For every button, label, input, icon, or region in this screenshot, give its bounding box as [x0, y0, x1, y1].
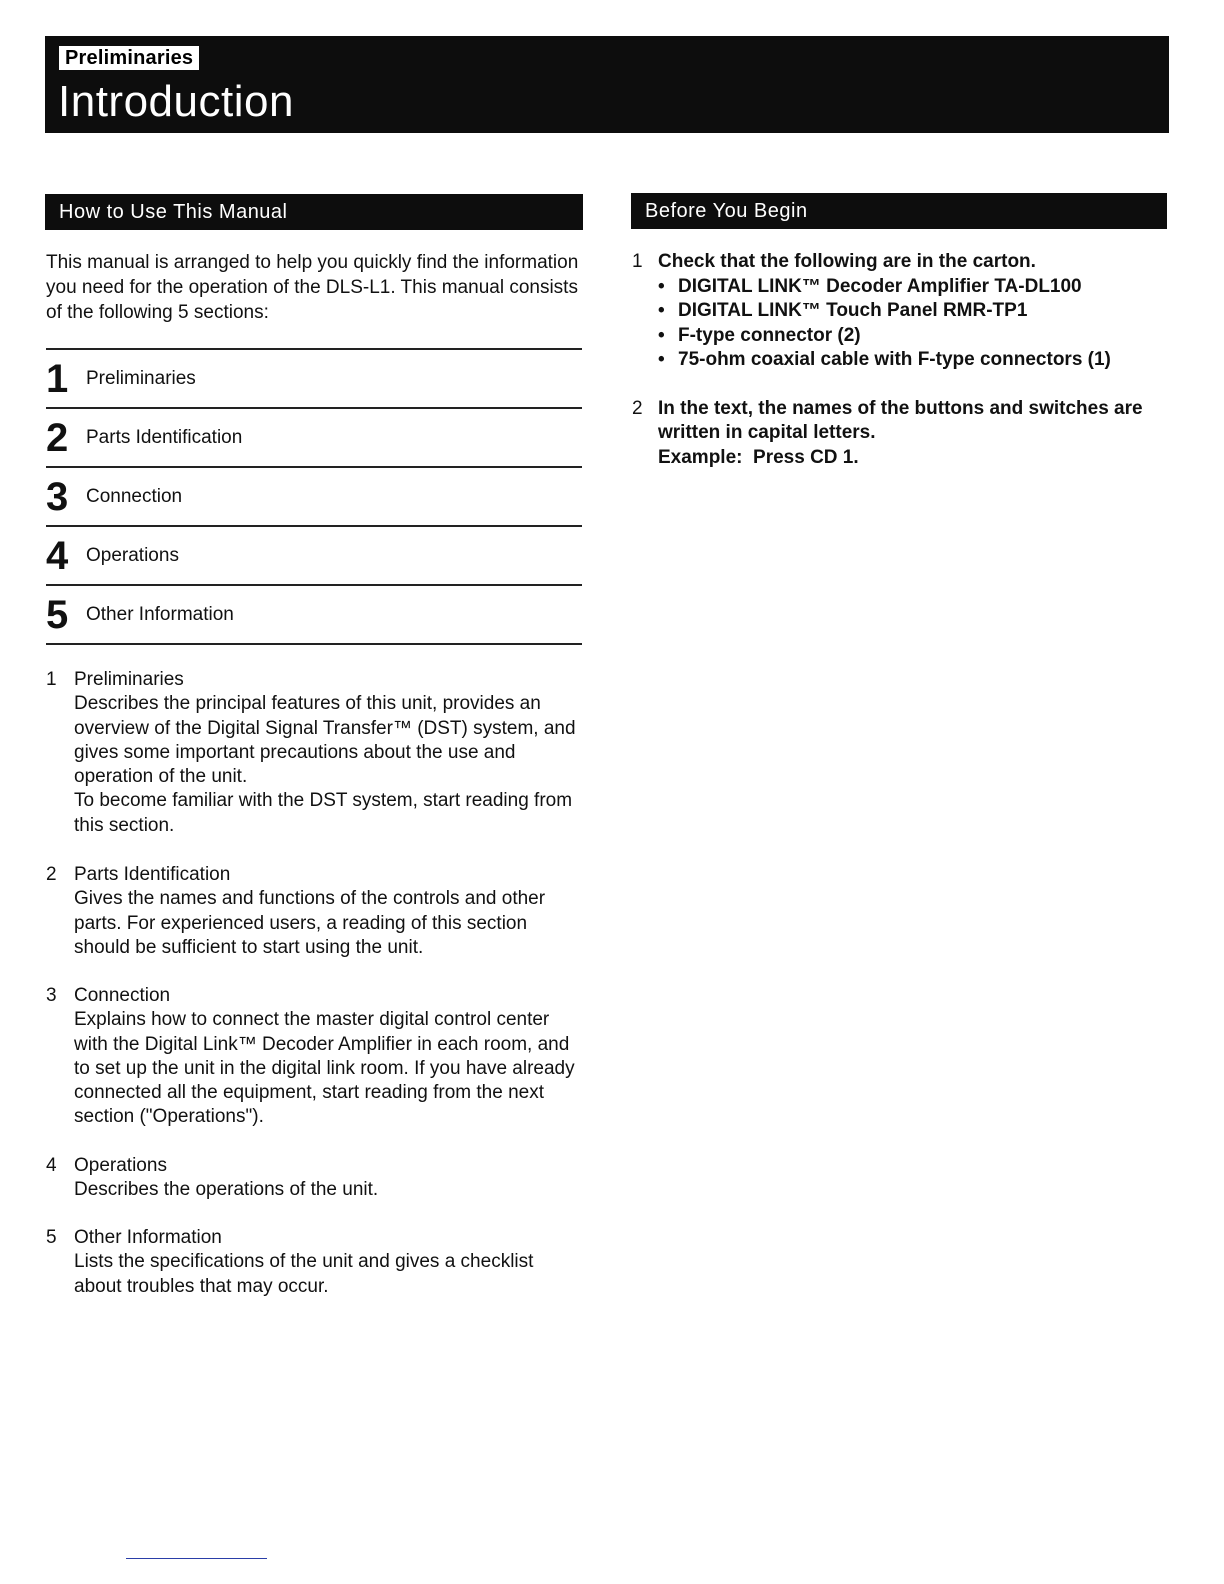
- bullet-icon: •: [658, 324, 665, 346]
- section-label: Operations: [86, 544, 179, 566]
- description-number: 4: [46, 1155, 57, 1176]
- section-label: Preliminaries: [86, 367, 196, 389]
- description-number: 3: [46, 985, 57, 1006]
- example-text: Example: Press CD 1.: [658, 446, 859, 468]
- description-number: 2: [46, 864, 57, 885]
- section-label: Connection: [86, 485, 183, 507]
- item-text: In the text, the names of the buttons and switches are written in capital letters.: [658, 397, 1143, 443]
- section-description: [46, 668, 586, 838]
- carton-item: [658, 275, 1172, 300]
- description-title: Parts Identification: [74, 864, 231, 885]
- carton-item-label: DIGITAL LINK™ Decoder Amplifier TA-DL100: [678, 275, 1082, 297]
- section-number: 5: [46, 592, 69, 637]
- before-you-begin-list: [632, 250, 1172, 470]
- description-text: Describes the operations of the unit.: [74, 1179, 379, 1201]
- section-description: [46, 863, 586, 960]
- bullet-icon: •: [658, 275, 665, 297]
- how-to-use-heading: How to Use This Manual: [45, 194, 583, 230]
- description-text: Describes the principal features of this unit, provides an overview of the Digital Signal Transfer™ (DST) system, and gives some important precautions about the use and operation of the unit.: [74, 693, 576, 788]
- description-title: Connection: [74, 985, 171, 1006]
- intro-paragraph: This manual is arranged to help you quickly find the information you need for the operation of the DLS-L1. This manual consists of the following 5 sections:: [46, 252, 579, 323]
- section-row: [46, 348, 582, 407]
- carton-item-label: DIGITAL LINK™ Touch Panel RMR-TP1: [678, 300, 1028, 321]
- list-item: [632, 397, 1172, 471]
- carton-item: [658, 348, 1172, 373]
- item-number: 1: [632, 251, 643, 272]
- section-number: 2: [46, 415, 69, 460]
- item-number: 2: [632, 397, 643, 419]
- description-title: Preliminaries: [74, 669, 184, 690]
- section-list: [46, 348, 582, 645]
- list-item: [632, 250, 1172, 373]
- section-row: [46, 584, 582, 645]
- item-text: Check that the following are in the carton.: [658, 251, 1036, 272]
- section-row: [46, 525, 582, 584]
- description-number: 1: [46, 669, 57, 690]
- carton-item: [658, 299, 1172, 324]
- section-number: 4: [46, 533, 69, 578]
- description-number: 5: [46, 1227, 57, 1248]
- section-label: Other Information: [86, 603, 234, 625]
- footer-rule: [126, 1558, 267, 1559]
- section-label: Parts Identification: [86, 426, 243, 448]
- carton-item: [658, 324, 1172, 349]
- page-banner: [45, 36, 1169, 133]
- description-text: Explains how to connect the master digital control center with the Digital Link™ Decoder Amplifier in each room, and to set up the unit in the digital link room. If you have already connected all the equipment, start reading from the next section ("Operations").: [74, 1009, 575, 1128]
- section-row: [46, 466, 582, 525]
- bullet-icon: •: [658, 300, 665, 321]
- section-row: [46, 407, 582, 466]
- before-you-begin-heading: Before You Begin: [631, 193, 1167, 229]
- section-number: 1: [46, 356, 69, 401]
- section-number: 3: [46, 474, 69, 519]
- carton-item-label: F-type connector (2): [678, 324, 861, 346]
- banner-tag: Preliminaries: [59, 46, 199, 70]
- description-title: Operations: [74, 1155, 167, 1176]
- description-text: Gives the names and functions of the controls and other parts. For experienced users, a reading of this section should be sufficient to start using the unit.: [74, 888, 546, 958]
- carton-item-label: 75-ohm coaxial cable with F-type connectors (1): [678, 349, 1111, 370]
- description-text: Lists the specifications of the unit and gives a checklist about troubles that may occur.: [74, 1251, 534, 1297]
- bullet-icon: •: [658, 349, 665, 370]
- section-description: [46, 1154, 586, 1203]
- section-description: [46, 984, 586, 1130]
- page-title: Introduction: [58, 77, 294, 126]
- description-text: To become familiar with the DST system, start reading from this section.: [74, 790, 573, 836]
- description-title: Other Information: [74, 1227, 222, 1248]
- section-description: [46, 1226, 586, 1299]
